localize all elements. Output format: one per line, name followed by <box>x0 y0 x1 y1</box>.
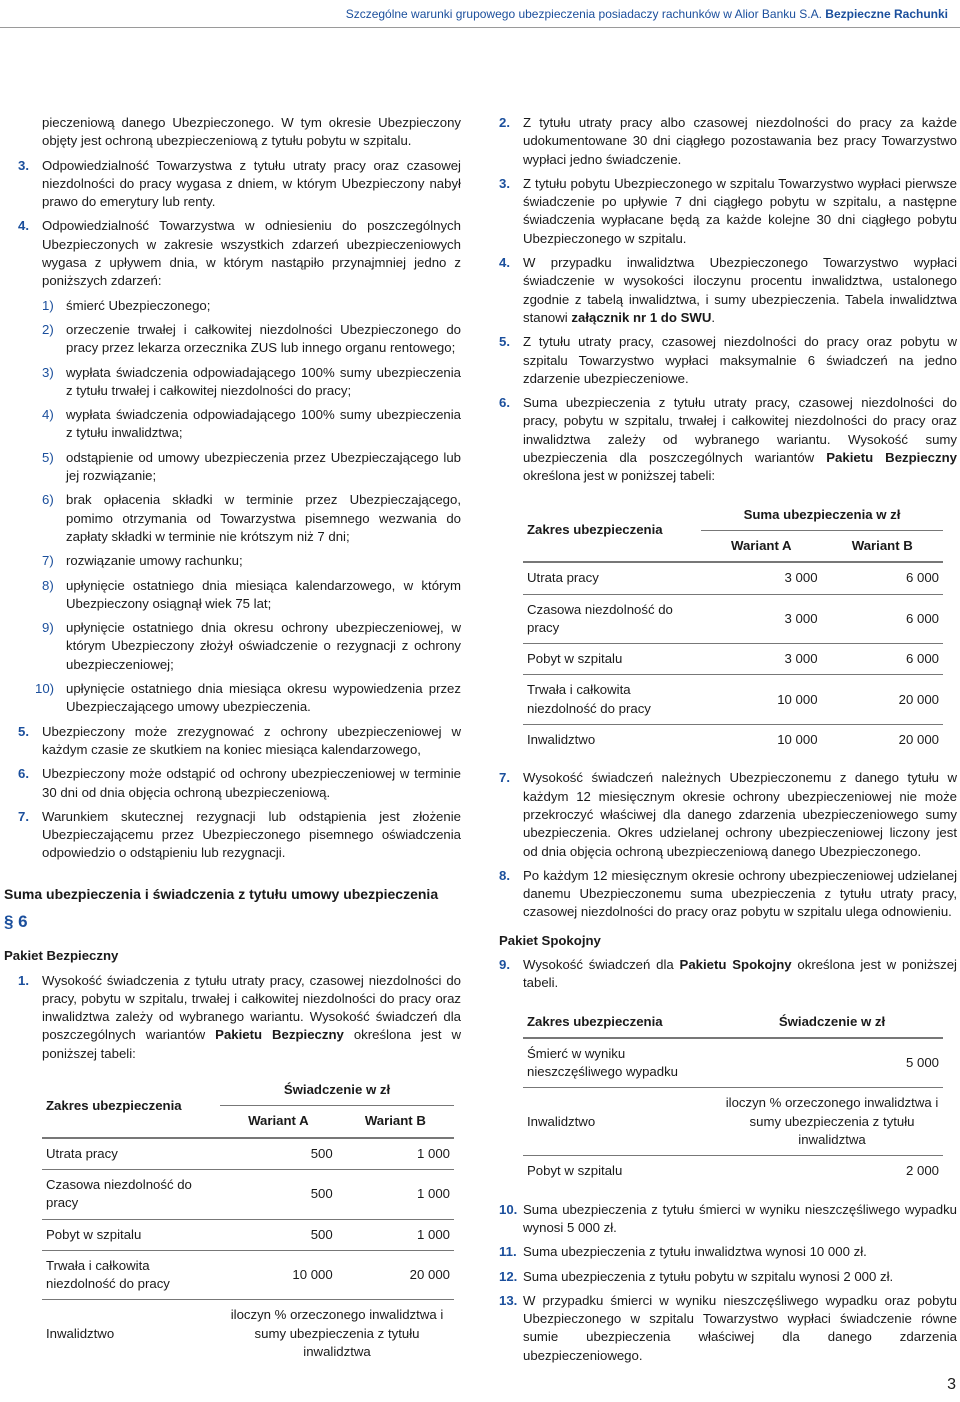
row-value: 5 000 <box>721 1038 943 1088</box>
item-text: Suma ubezpieczenia z tytułu inwalidztwa wynosi 10 000 zł. <box>523 1244 867 1260</box>
running-header <box>346 7 948 21</box>
sub-item <box>24 449 461 486</box>
table-header-zakres: Zakres ubezpieczenia <box>523 500 701 563</box>
left-item-6 <box>18 765 461 802</box>
table-row <box>42 1219 454 1250</box>
row-label: Śmierć w wyniku nieszczęśliwego wypadku <box>523 1038 721 1088</box>
right-item-6 <box>499 394 957 485</box>
row-value-a: 10 000 <box>777 732 818 748</box>
table-row <box>523 1088 943 1156</box>
item-number: 8. <box>499 867 510 883</box>
item-number: 10. <box>499 1201 518 1217</box>
left-item-3 <box>18 157 461 212</box>
item-number: 5. <box>18 723 29 739</box>
row-value-b: 6 000 <box>822 594 943 644</box>
right-item-9 <box>499 956 957 993</box>
sub-number: 3) <box>42 364 54 380</box>
item-text: Po każdym 12 miesięcznym okresie ochrony ubezpieczeniowej udzielanej danemu Ubezpieczonemu suma ubezpieczenia z tytułu utraty pracy, czasowej niezdolności do pracy oraz pobytu w szpitalu ulega odnowieniu. <box>523 867 957 920</box>
sub-text: rozwiązanie umowy rachunku; <box>66 553 243 569</box>
item-number: 7. <box>499 770 510 786</box>
row-value-a: 3 000 <box>701 562 822 594</box>
item-number: 6. <box>499 395 510 411</box>
table-header-group: Suma ubezpieczenia w zł <box>701 500 943 531</box>
table-header-zakres: Zakres ubezpieczenia <box>523 1007 721 1038</box>
table-row <box>523 675 943 725</box>
item-text: określona jest w poniższej tabeli. <box>523 956 957 991</box>
row-value-b: 20 000 <box>898 732 939 748</box>
item-text-bold: Pakietu Spokojny <box>679 956 792 972</box>
row-label: Trwała i całkowita niezdolność do pracy <box>523 675 701 725</box>
sub-item <box>24 364 461 401</box>
item-text: określona jest w poniższej tabeli: <box>523 468 716 484</box>
sub-item <box>24 552 461 570</box>
sub-item <box>24 297 461 315</box>
right-item-12 <box>499 1268 957 1286</box>
item-text-bold: załącznik nr 1 do SWU <box>571 309 712 325</box>
item-number: 3. <box>18 157 29 173</box>
item-text-bold: Pakietu Bezpieczny <box>826 450 957 466</box>
row-label: Inwalidztwo <box>527 732 596 748</box>
item-text: Suma ubezpieczenia z tytułu utraty pracy, czasowej niezdolności do pracy, pobytu w szpitalu, trwałej i całkowitej niezdolności do pracy oraz inwalidztwa zależy od wybranego wariantu. Wysokość sumy ubezpieczenia dla poszczególnych wariantów <box>523 395 957 466</box>
table-header-wariant-a: Wariant A <box>220 1106 337 1138</box>
right-item-5 <box>499 333 957 388</box>
section-title: Suma ubezpieczenia i świadczenia z tytułu umowy ubezpieczenia <box>4 885 439 902</box>
header-rule <box>0 27 960 28</box>
sub-number: 7) <box>42 553 54 569</box>
row-value-a: 10 000 <box>701 675 822 725</box>
row-label: Pobyt w szpitalu <box>523 644 701 675</box>
sub-text: wypłata świadczenia odpowiadającego 100% sumy ubezpieczenia z tytułu trwałej i całkowitej niezdolności do pracy; <box>66 364 461 398</box>
benefits-table-bezpieczny <box>42 1075 454 1367</box>
item-text: . <box>711 309 716 325</box>
sub-item <box>24 406 461 443</box>
table-row <box>523 1156 943 1187</box>
table-row <box>42 1300 454 1367</box>
item-text-bold: Pakietu Bezpieczny <box>215 1027 344 1043</box>
item-number: 3. <box>499 175 510 191</box>
item-text: W przypadku śmierci w wyniku nieszczęśliwego wypadku oraz pobytu Ubezpieczonego w szpitalu Towarzystwo wypłaci świadczenie równe sumie ubezpieczenia właściwej dla danego zdarzenia ubezpieczeniowego. <box>523 1292 957 1363</box>
item-text: Warunkiem skutecznej rezygnacji lub odstąpienia jest złożenie Ubezpieczającemu przez Ubezpieczonego pisemnego oświadczenia odpowiedzio o odstąpieniu lub rezygnacji. <box>42 808 461 861</box>
item-text: Wysokość świadczeń dla <box>523 956 680 972</box>
sub-text: odstąpienie od umowy ubezpieczenia przez Ubezpieczającego lub jej rozwiązanie; <box>66 449 461 484</box>
sum-insured-table <box>523 500 943 756</box>
row-label: Pobyt w szpitalu <box>527 1163 623 1179</box>
item-number: 6. <box>18 766 29 782</box>
item-text: Z tytułu utraty pracy, czasowej niezdolności do pracy oraz pobytu w szpitalu Towarzystwo wypłaci maksymalnie 6 świadczeń na jedno zdarzenie ubezpieczeniowe. <box>523 334 957 386</box>
item-text: Suma ubezpieczenia z tytułu pobytu w szpitalu wynosi 2 000 zł. <box>523 1268 894 1284</box>
intro-text: pieczeniową danego Ubezpieczonego. W tym okresie Ubezpieczony objęty jest ochroną ubezpieczeniową z tytułu pobytu w szpitalu. <box>42 115 461 149</box>
pakiet-spokojny-heading: Pakiet Spokojny <box>499 932 601 948</box>
row-label: Czasowa niezdolność do pracy <box>42 1169 220 1219</box>
item-number: 11. <box>499 1244 517 1260</box>
item-text: W przypadku inwalidztwa Ubezpieczonego Towarzystwo wypłaci świadczenie w wysokości iloczynu procentu inwalidztwa, ustalonego zgodnie z tabelą inwalidztwa, i sumy ubezpieczenia. Tabela inwalidztwa stanowi <box>523 255 957 325</box>
right-item-13 <box>499 1292 957 1365</box>
right-item-3 <box>499 175 957 248</box>
benefits-table-spokojny <box>523 1007 943 1187</box>
item-number: 1. <box>18 972 29 988</box>
page-number: 3 <box>947 1376 956 1393</box>
table-header-wariant-b: Wariant B <box>337 1106 454 1138</box>
sub-number: 5) <box>42 449 54 465</box>
sub-number: 1) <box>42 297 54 313</box>
row-value-a: 3 000 <box>701 594 822 644</box>
row-value-b: 20 000 <box>822 675 943 725</box>
sub-item <box>24 680 461 717</box>
sub-number: 10) <box>35 681 55 697</box>
table-header-wariant-b: Wariant B <box>822 530 943 562</box>
left-item-7 <box>18 808 461 863</box>
item-text: Wysokość świadczenia z tytułu utraty pracy, czasowej niezdolności do pracy, pobytu w szpitalu, trwałej i całkowitej niezdolności do pracy oraz inwalidztwa zależy od wybranego wariantu. Wysokość świadczeń dla poszczególnych wariantów <box>42 972 461 1043</box>
sub-item <box>24 577 461 614</box>
row-value-b: 1 000 <box>337 1219 454 1250</box>
item-number: 5. <box>499 334 510 350</box>
sub-item <box>24 619 461 674</box>
row-value-a: 500 <box>220 1169 337 1219</box>
row-label: Czasowa niezdolność do pracy <box>523 594 701 644</box>
table-row <box>42 1250 454 1300</box>
item-text: Ubezpieczony może odstąpić od ochrony ubezpieczeniowej w terminie 30 dni od dnia objęcia ochroną ubezpieczeniową. <box>42 766 461 800</box>
table-row <box>42 1138 454 1170</box>
row-value: 2 000 <box>905 1163 939 1179</box>
item-text: Odpowiedzialność Towarzystwa w odniesieniu do poszczególnych Ubezpieczonych w zakresie wszystkich zdarzeń ubezpieczeniowych wygasa z upływem dnia, w którym nastąpiło przynajmniej jedno z poniższych zdarzeń: <box>42 218 461 289</box>
header-title-bold: Bezpieczne Rachunki <box>825 7 948 21</box>
sub-text: śmierć Ubezpieczonego; <box>66 297 211 313</box>
item-number: 7. <box>18 808 29 824</box>
table-row <box>523 725 943 756</box>
table-row <box>523 562 943 594</box>
right-item-7 <box>499 769 957 860</box>
row-value-b: 20 000 <box>337 1250 454 1300</box>
item-text: określona jest w poniższej tabeli: <box>42 1027 462 1061</box>
sub-text: wypłata świadczenia odpowiadającego 100% sumy ubezpieczenia z tytułu inwalidztwa; <box>66 407 461 441</box>
row-value-b: 6 000 <box>822 644 943 675</box>
right-item-8 <box>499 867 957 922</box>
sub-text: upłynięcie ostatniego dnia miesiąca kalendarzowego, w którym Ubezpieczony osiągnął wiek 75 lat; <box>66 577 461 611</box>
table-row <box>523 1038 943 1088</box>
sub-item <box>24 321 461 358</box>
table-row <box>523 594 943 644</box>
row-value: iloczyn % orzeczonego inwalidztwa i sumy ubezpieczenia z tytułu inwalidztwa <box>721 1088 943 1156</box>
sub-text: upłynięcie ostatniego dnia okresu ochrony ubezpieczeniowej, w którym Ubezpieczony złożył oświadczenie o rezygnacji z ochrony ubezpieczeniowej; <box>66 620 461 672</box>
right-item-2 <box>499 114 957 169</box>
left-column <box>4 114 462 1381</box>
left-item-4 <box>18 217 461 290</box>
row-label: Pobyt w szpitalu <box>42 1219 220 1250</box>
item-text: Wysokość świadczeń należnych Ubezpieczonemu z danego tytułu w każdym 12 miesięcznym okresie ochrony ubezpieczeniowej nie może przekroczyć właściwej dla danego zdarzenia ubezpieczeniowego sumy ubezpieczenia. Okres udzielanej ochrony ubezpieczeniowej liczony jest od dnia objęcia ochroną ubezpieczeniową danego Ubezpieczonego. <box>523 770 957 859</box>
item-number: 9. <box>499 956 510 972</box>
row-value-a: 500 <box>220 1219 337 1250</box>
pakiet-bezpieczny-heading: Pakiet Bezpieczny <box>4 948 119 964</box>
item-number: 13. <box>499 1292 518 1308</box>
item-text: Z tytułu pobytu Ubezpieczonego w szpitalu Towarzystwo wypłaci pierwsze świadczenie po upływie 7 dni ciągłego pobytu w szpitalu, a następne świadczenia wypłacane będą za każde kolejne 30 dni ciągłego pobytu Ubezpieczonego w szpitalu. <box>523 175 957 246</box>
row-value-a: 500 <box>220 1138 337 1170</box>
row-value-a: 10 000 <box>220 1250 337 1300</box>
right-item-11 <box>499 1243 957 1261</box>
right-item-10 <box>499 1201 957 1238</box>
item-text: Odpowiedzialność Towarzystwa z tytułu utraty pracy oraz czasowej niezdolności do pracy wygasa z dniem, w którym Ubezpieczony nabył prawo do emerytury lub renty. <box>42 157 461 210</box>
sub-text: brak opłacenia składki w terminie przez Ubezpieczającego, pomimo otrzymania od Towarzystwa pisemnego wezwania do zapłaty składki w terminie nie krótszym niż 7 dni; <box>66 492 461 544</box>
table-row <box>523 644 943 675</box>
table-header-zakres: Zakres ubezpieczenia <box>42 1075 220 1138</box>
item-number: 2. <box>499 115 510 130</box>
header-title: Szczególne warunki grupowego ubezpieczenia posiadaczy rachunków w Alior Banku S.A. <box>345 7 826 21</box>
row-label: Trwała i całkowita niezdolność do pracy <box>42 1250 220 1300</box>
item-number: 4. <box>18 218 29 234</box>
row-value-b: 6 000 <box>822 562 943 594</box>
item-text: Ubezpieczony może zrezygnować z ochrony ubezpieczeniowej w każdym czasie ze skutkiem na koniec miesiąca kalendarzowego, <box>42 723 461 757</box>
item-number: 4. <box>499 255 510 271</box>
sub-number: 2) <box>42 321 54 337</box>
row-value-a: 3 000 <box>701 644 822 675</box>
item-text: Z tytułu utraty pracy albo czasowej niezdolności do pracy za każde udokumentowane 30 dni ciągłego pozostawania bez pracy Towarzystwo wypłaci jedno świadczenie. <box>523 115 957 167</box>
table-header-value: Świadczenie w zł <box>721 1007 943 1038</box>
sub-text: orzeczenie trwałej i całkowitej niezdolności Ubezpieczonego do pracy przez lekarza orzecznika ZUS lub innego organu rentowego; <box>66 321 461 356</box>
left-item-5 <box>18 723 461 760</box>
item-number: 12. <box>499 1268 518 1284</box>
row-label: Inwalidztwo <box>46 1325 115 1341</box>
sub-number: 6) <box>42 492 54 508</box>
row-value-span: iloczyn % orzeczonego inwalidztwa i sumy ubezpieczenia z tytułu inwalidztwa <box>230 1307 444 1360</box>
table-row <box>42 1169 454 1219</box>
left-p1 <box>18 972 462 1063</box>
sub-item <box>24 491 461 546</box>
row-value-b: 1 000 <box>337 1138 454 1170</box>
item-text: Suma ubezpieczenia z tytułu śmierci w wyniku nieszczęśliwego wypadku wynosi 5 000 zł. <box>523 1201 957 1235</box>
right-item-4 <box>499 254 957 327</box>
sub-text: upłynięcie ostatniego dnia miesiąca okresu wypowiedzenia przez Ubezpieczającego umowy ubezpieczenia. <box>66 681 461 715</box>
right-column <box>499 114 957 1371</box>
table-header-group: Świadczenie w zł <box>220 1075 454 1106</box>
paragraph-sign: § 6 <box>4 911 28 931</box>
sub-number: 9) <box>42 620 54 636</box>
row-label: Utrata pracy <box>523 562 701 594</box>
sub-number: 8) <box>42 577 54 593</box>
table-header-wariant-a: Wariant A <box>701 530 822 562</box>
row-value-b: 1 000 <box>337 1169 454 1219</box>
sub-number: 4) <box>42 407 54 423</box>
row-label: Inwalidztwo <box>523 1088 721 1156</box>
row-label: Utrata pracy <box>42 1138 220 1170</box>
